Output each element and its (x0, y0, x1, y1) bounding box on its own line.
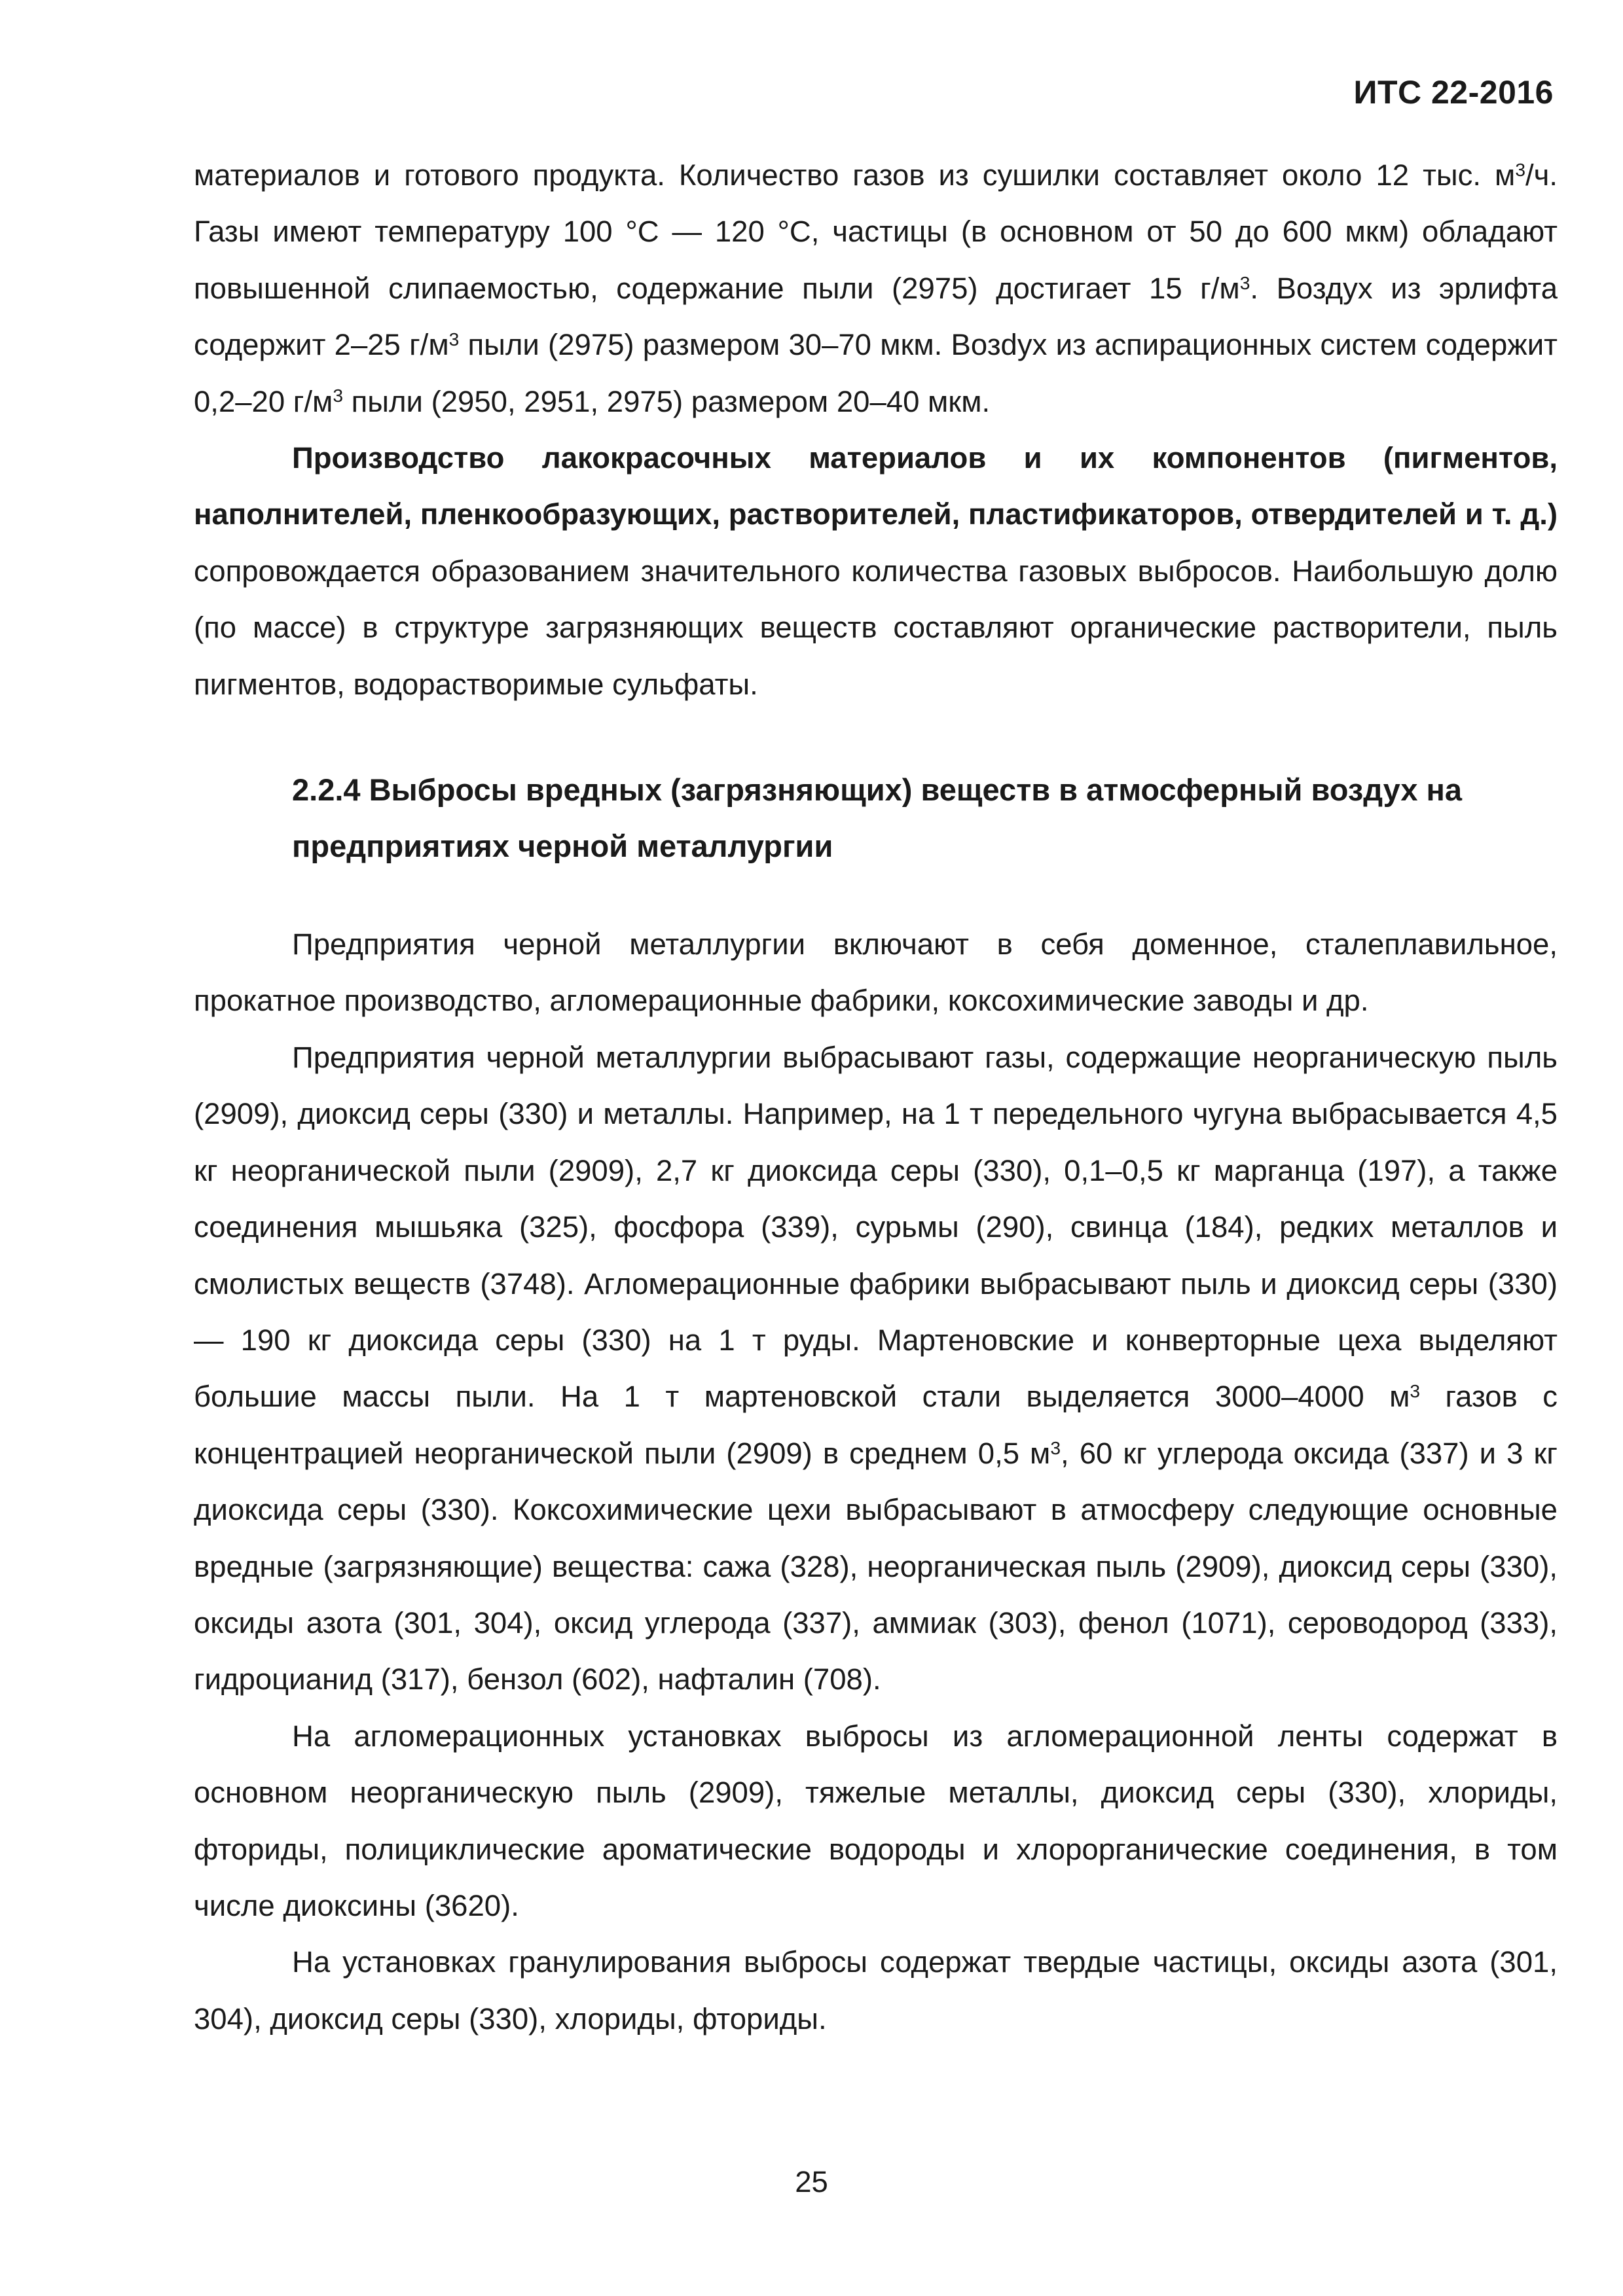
text-run: Предприятия черной металлургии выбрасывают газы, содержащие неорганическую пыль (2909), диоксид серы (330) и металлы. Например, на 1 т передельного чугуна выбрасывается 4,5 кг неорганической пыли (2909), 2,7 кг диоксида серы (330), 0,1–0,5 кг марганца (197), а также соединения мышьяка (325), фосфора (339), сурьмы (290), свинца (184), редких металлов и смолистых веществ (3748). Агломерационные фабрики выбрасывают пыль и диоксид серы (330) — 190 кг диоксида серы (330) на 1 т руды. Мартеновские и конверторные цеха выделяют большие массы пыли. На 1 т мартеновской стали выделяется 3000–4000 м (194, 1040, 1558, 1414)
superscript: 3 (1515, 158, 1525, 180)
text-run: материалов и готового продукта. Количество газов из сушилки составляет около 12 тыс. м (194, 158, 1516, 192)
text-run: /ч. Газы имеют температуру 100 °С — 120 °С, частицы (в основном от 50 до 600 мкм) обладают повышенной слипаемостью, содержание пыли (2975) достигает 15 г/м (194, 158, 1558, 305)
bold-lead-in: Производство лакокрасочных материалов и их компонентов (пигментов, наполнителей, пленкообразующих, растворителей, пластификаторов, отвердителей и т. д.) (194, 441, 1558, 531)
paragraph-dryer-gases (194, 147, 1558, 430)
paragraph-agglomeration: На агломерационных установках выбросы из агломерационной ленты содержат в основном неорганическую пыль (2909), тяжелые металлы, диоксид серы (330), хлориды, фториды, полициклические ароматические водороды и хлорорганические соединения, в том числе диоксины (3620). (194, 1719, 1558, 1922)
paragraph-paint-production (194, 430, 1558, 713)
text-run: пыли (2975) размером 30–70 мкм. Возdух из аспирационных систем содержит 0,2–20 г/м (194, 328, 1558, 418)
page-number: 25 (795, 2165, 828, 2198)
document-code: ИТС 22-2016 (1353, 74, 1554, 111)
superscript: 3 (448, 329, 460, 350)
text-run: пыли (2950, 2951, 2975) размером 20–40 мкм. (343, 384, 991, 418)
page-body (194, 147, 1558, 2047)
superscript: 3 (1239, 272, 1250, 293)
text-run: сопровождается образованием значительного количества газовых выбросов. Наибольшую долю (по массе) в структуре загрязняющих веществ составляют органические растворители, пыль пигментов, водорастворимые сульфаты. (194, 554, 1558, 701)
paragraph-metallurgy-intro: Предприятия черной металлургии включают в себя доменное, сталеплавильное, прокатное производство, агломерационные фабрики, коксохимические заводы и др. (194, 927, 1558, 1018)
paragraph-metallurgy-emissions (194, 1030, 1558, 1708)
paragraph-granulation: На установках гранулирования выбросы содержат твердые частицы, оксиды азота (301, 304), диоксид серы (330), хлориды, фториды. (194, 1945, 1558, 2036)
text-run: . Воздух из эрлифта содержит 2–25 г/м (194, 271, 1558, 362)
text-run: газов с концентрацией неорганической пыли (2909) в среднем 0,5 м (194, 1380, 1558, 1470)
superscript: 3 (333, 385, 344, 406)
superscript: 3 (1050, 1437, 1061, 1458)
superscript: 3 (1410, 1380, 1421, 1402)
text-run: , 60 кг углерода оксида (337) и 3 кг диоксида серы (330). Коксохимические цехи выбрасывают в атмосферу следующие основные вредные (загрязняющие) вещества: сажа (328), неорганическая пыль (2909), диоксид серы (330), оксиды азота (301, 304), оксид углерода (337), аммиак (303), фенол (1071), сероводород (333), гидроцианид (317), бензол (602), нафталин (708). (194, 1436, 1558, 1696)
section-heading: 2.2.4 Выбросы вредных (загрязняющих) веществ в атмосферный воздух на предприятиях черной металлургии (292, 772, 1463, 864)
